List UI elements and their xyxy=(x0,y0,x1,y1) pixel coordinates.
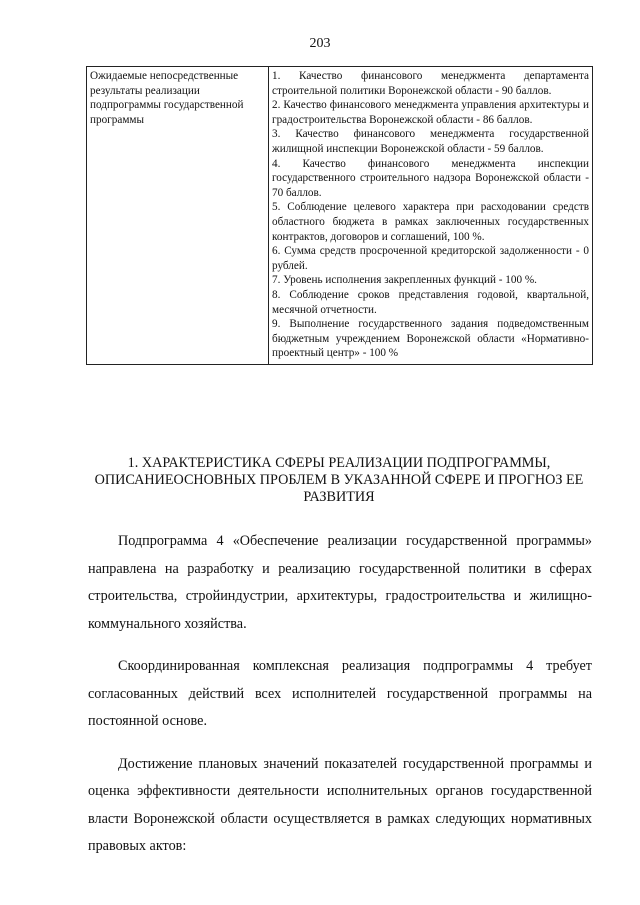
body-text xyxy=(88,528,592,876)
list-item: 4. Качество финансового менеджмента инспекции государственного строительного надзора Воронежской области - 70 баллов. xyxy=(272,157,589,199)
section-heading: 1. ХАРАКТЕРИСТИКА СФЕРЫ РЕАЛИЗАЦИИ ПОДПРОГРАММЫ, ОПИСАНИЕОСНОВНЫХ ПРОБЛЕМ В УКАЗАННОЙ СФЕРЕ И ПРОГНОЗ ЕЕ РАЗВИТИЯ xyxy=(94,455,584,505)
list-item: 2. Качество финансового менеджмента управления архитектуры и градостроительства Воронежской области - 86 баллов. xyxy=(272,99,589,126)
table-row xyxy=(87,67,593,365)
paragraph: Скоординированная комплексная реализация подпрограммы 4 требует согласованных действий всех исполнителей государственной программы на постоянной основе. xyxy=(88,658,592,729)
paragraph: Достижение плановых значений показателей государственной программы и оценка эффективности деятельности исполнительных органов государственной власти Воронежской области осуществляется в рамках следующих нормативных правовых актов: xyxy=(88,755,592,854)
table-label-cell xyxy=(87,67,269,365)
list-item: 5. Соблюдение целевого характера при расходовании средств областного бюджета в рамках заключенных государственных контрактов, договоров и соглашений, 100 %. xyxy=(272,201,589,243)
table-label: Ожидаемые непосредственные результаты реализации подпрограммы государственной программы xyxy=(90,70,244,126)
list-item: 6. Сумма средств просроченной кредиторской задолженности - 0 рублей. xyxy=(272,245,589,272)
list-item: 1. Качество финансового менеджмента департамента строительной политики Воронежской области - 90 баллов. xyxy=(272,70,589,97)
list-item: 8. Соблюдение сроков представления годовой, квартальной, месячной отчетности. xyxy=(272,288,589,316)
expected-results-table xyxy=(86,66,593,365)
list-item: 7. Уровень исполнения закрепленных функций - 100 %. xyxy=(272,274,537,287)
list-item: 3. Качество финансового менеджмента государственной жилищной инспекции Воронежской области - 59 баллов. xyxy=(272,128,589,155)
page-number: 203 xyxy=(309,36,331,51)
table-items-cell xyxy=(269,67,593,365)
paragraph: Подпрограмма 4 «Обеспечение реализации государственной программы» направлена на разработку и реализацию государственной политики в сферах строительства, стройиндустрии, архитектуры, градостроительства и жилищно-коммунального хозяйства. xyxy=(88,533,592,632)
list-item: 9. Выполнение государственного задания подведомственным бюджетным учреждением Воронежской области «Нормативно-проектный центр» - 100 % xyxy=(272,318,589,360)
